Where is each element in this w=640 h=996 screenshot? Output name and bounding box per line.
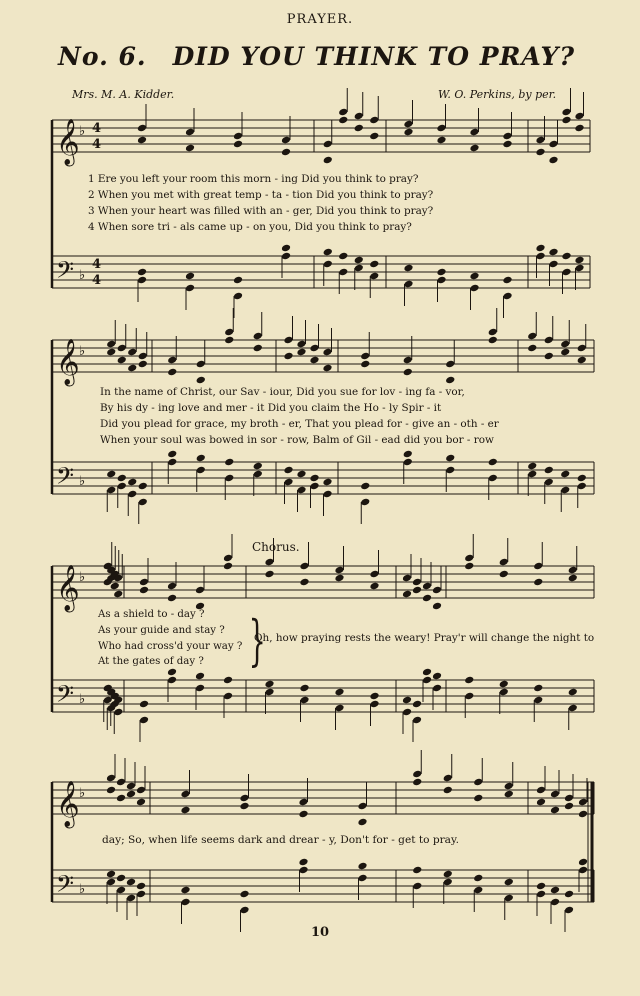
lyric-line: Who had cross'd your way ? xyxy=(98,640,243,652)
svg-text:𝄞: 𝄞 xyxy=(56,119,80,165)
composer-credit: W. O. Perkins, by per. xyxy=(438,88,557,101)
svg-text:♭: ♭ xyxy=(79,124,86,139)
svg-text:♭: ♭ xyxy=(79,570,86,585)
svg-text:♭: ♭ xyxy=(79,692,86,707)
lyric-line: 2 When you met with great temp - ta - tion Did you think to pray? xyxy=(88,189,434,201)
chorus-left-lyrics xyxy=(98,607,242,670)
lyric-line: 3 When your heart was filled with an - ger, Did you think to pray? xyxy=(88,205,434,217)
lyric-line: 4 When sore tri - als came up - on you, Did you think to pray? xyxy=(88,221,412,233)
svg-text:𝄢: 𝄢 xyxy=(56,870,75,903)
svg-text:4: 4 xyxy=(92,137,102,152)
lyric-line: In the name of Christ, our Sav - iour, Did you sue for lov - ing fa - vor, xyxy=(100,386,465,398)
final-lyric-line: day; So, when life seems dark and drear - y, Don't for - get to pray. xyxy=(102,834,459,846)
svg-text:𝄢: 𝄢 xyxy=(56,462,75,495)
hymn-title-line xyxy=(58,42,575,71)
page-number: 10 xyxy=(310,925,330,940)
svg-text:𝄢: 𝄢 xyxy=(56,680,75,713)
lyric-line: 1 Ere you left your room this morn - ing Did you think to pray? xyxy=(88,173,419,185)
hymn-title: DID YOU THINK TO PRAY? xyxy=(172,42,575,71)
lyric-line: Did you plead for grace, my broth - er, That you plead for - give an - oth - er xyxy=(100,418,499,430)
hymn-number: No. 6. xyxy=(58,42,147,71)
svg-text:4: 4 xyxy=(92,273,102,288)
svg-text:♭: ♭ xyxy=(79,474,86,489)
lyric-line: By his dy - ing love and mer - it Did you claim the Ho - ly Spir - it xyxy=(100,402,442,414)
svg-text:♭: ♭ xyxy=(79,268,86,283)
lyric-line: When your soul was bowed in sor - row, Balm of Gil - ead did you bor - row xyxy=(100,434,494,446)
svg-text:4: 4 xyxy=(92,121,102,136)
svg-text:𝄢: 𝄢 xyxy=(56,256,75,289)
lyric-line: As your guide and stay ? xyxy=(98,624,225,636)
stanza-lyrics-part2 xyxy=(100,384,499,448)
svg-text:𝄞: 𝄞 xyxy=(56,565,80,611)
chorus-right-lyrics: Oh, how praying rests the weary! Pray'r will change the night to xyxy=(254,632,595,644)
lyric-line: As a shield to - day ? xyxy=(98,609,205,620)
lyricist-credit: Mrs. M. A. Kidder. xyxy=(72,88,175,101)
svg-text:♭: ♭ xyxy=(79,786,86,801)
stanza-lyrics-part1 xyxy=(88,171,433,235)
page-header: PRAYER. xyxy=(286,12,354,27)
chorus-brace: } xyxy=(248,609,266,672)
svg-text:4: 4 xyxy=(92,257,102,272)
lyric-line: At the gates of day ? xyxy=(98,656,204,668)
svg-text:𝄞: 𝄞 xyxy=(56,339,80,385)
svg-text:𝄞: 𝄞 xyxy=(56,781,80,827)
chorus-label: Chorus. xyxy=(252,540,300,554)
svg-text:♭: ♭ xyxy=(79,882,86,897)
svg-text:♭: ♭ xyxy=(79,344,86,359)
